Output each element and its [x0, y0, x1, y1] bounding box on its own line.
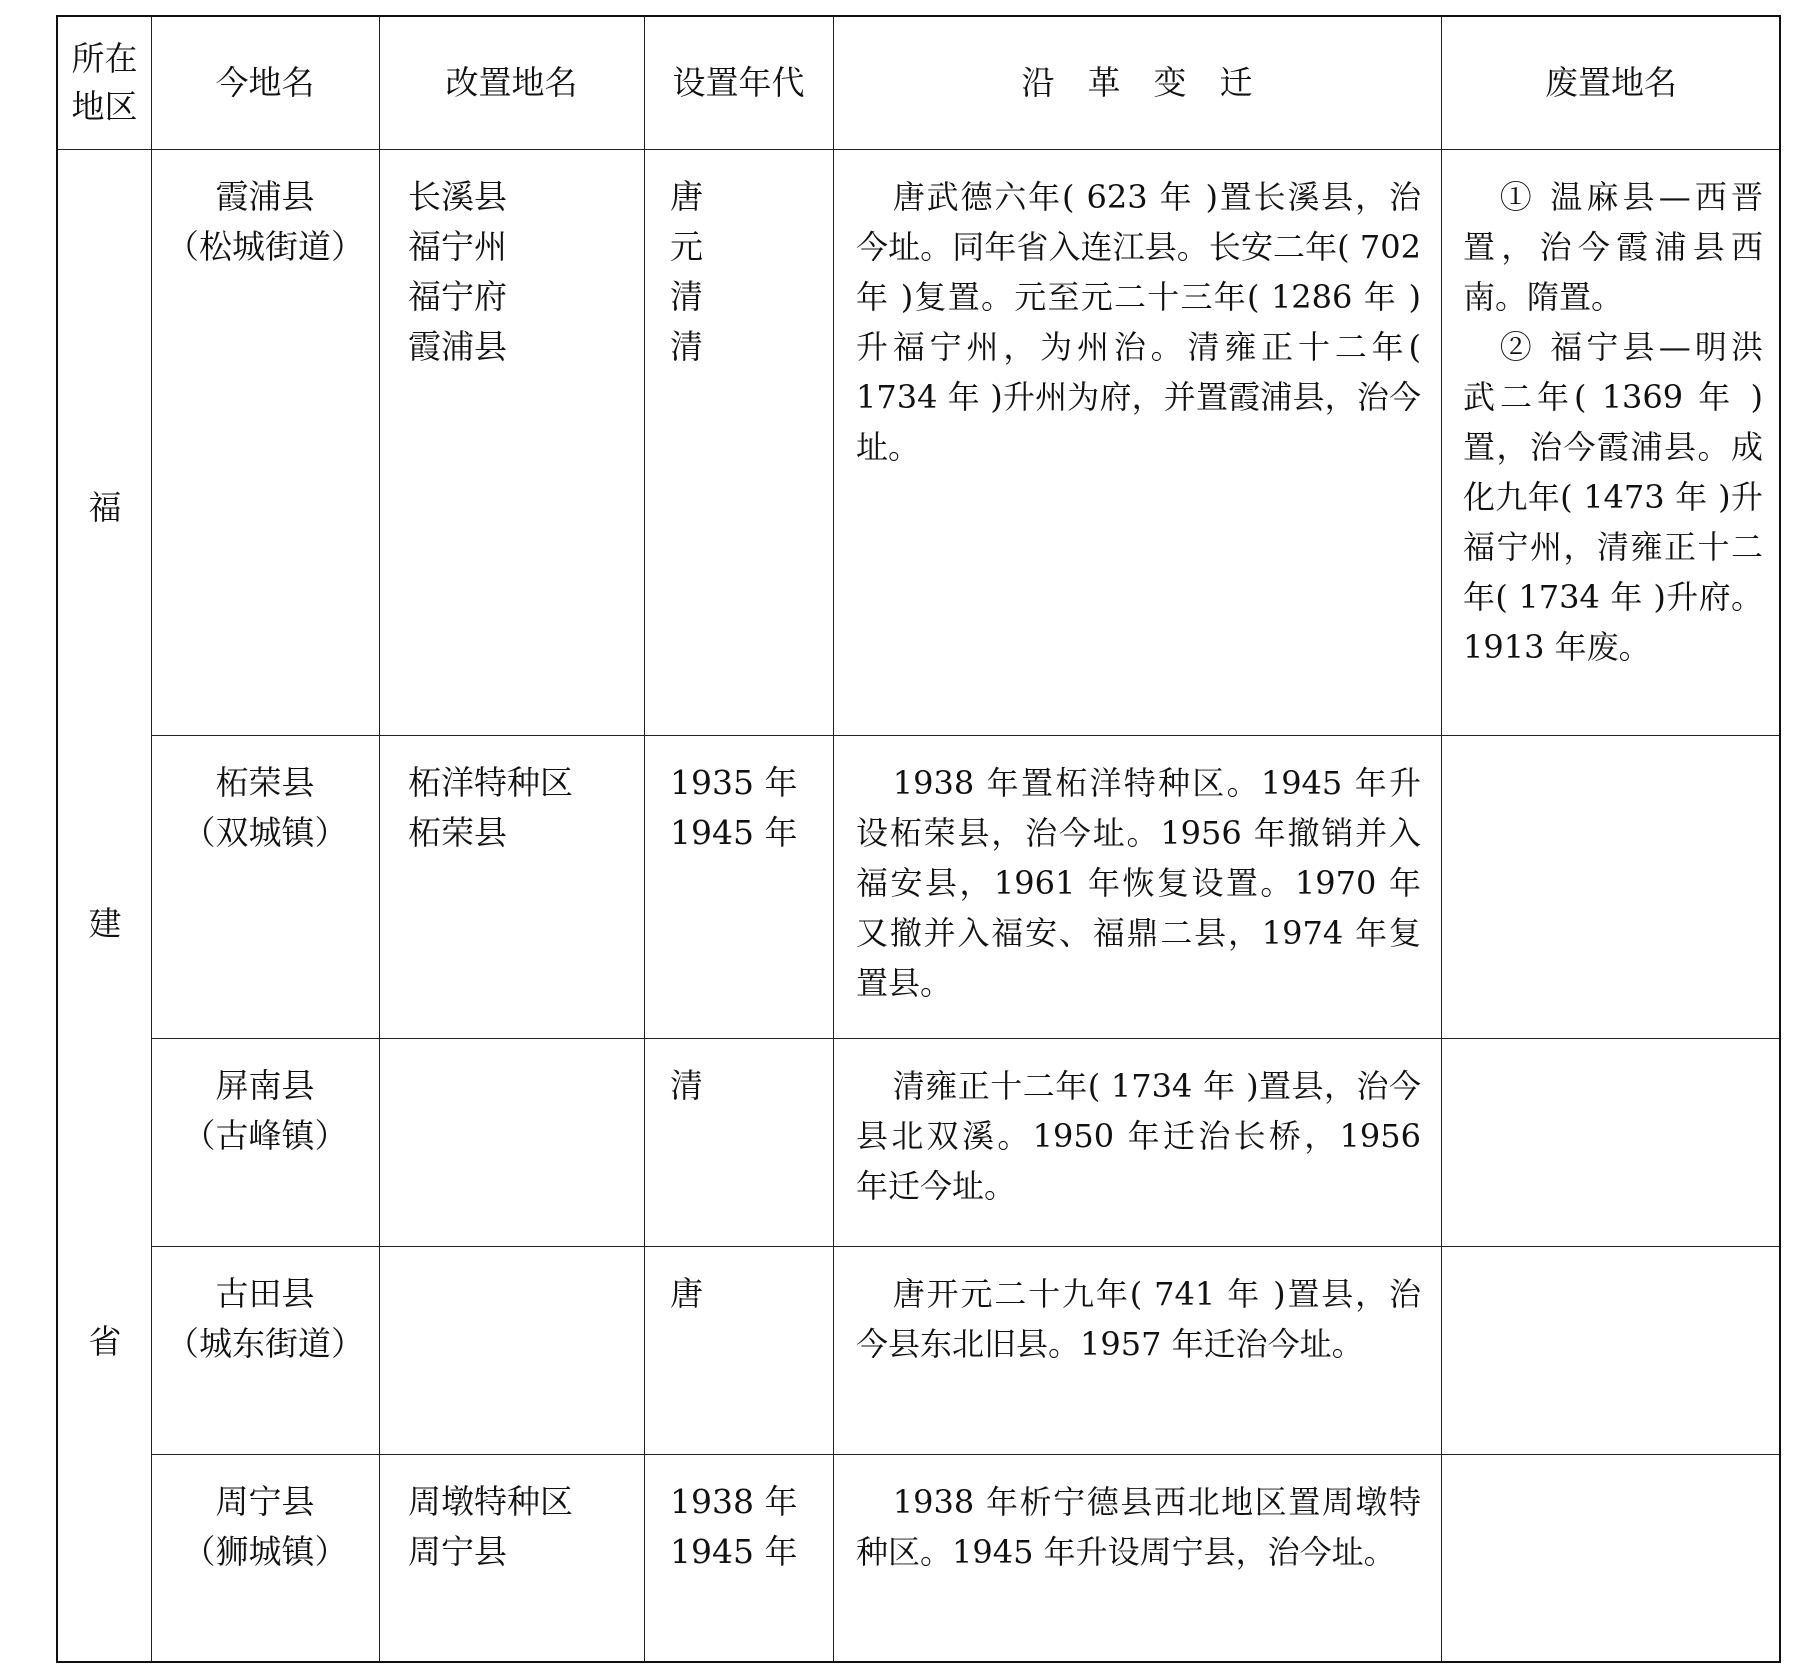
county-name: 古田县 — [215, 1274, 315, 1313]
header-current-name: 今地名 — [215, 63, 315, 102]
abolished-note: ① 温麻县—西晋置，治今霞浦县西南。隋置。 — [1463, 178, 1763, 316]
region-char: 建 — [88, 904, 122, 943]
county-name: 霞浦县 — [215, 177, 315, 216]
row-zhouning-history: 1938 年析宁德县西北地区置周墩特种区。1945 年升设周宁县，治今址。 — [856, 1483, 1421, 1571]
county-seat: （松城街道） — [166, 227, 364, 266]
reorganized-name: 周墩特种区 — [408, 1482, 573, 1521]
row-zherong-reorganized — [408, 758, 633, 858]
header-history: 沿 革 变 迁 — [1021, 63, 1253, 102]
column-divider — [833, 17, 834, 1661]
era: 唐 — [670, 177, 703, 216]
row-xiapu-eras — [670, 172, 830, 372]
region-char: 省 — [88, 1322, 122, 1361]
era: 1945 年 — [670, 1532, 798, 1571]
gazetteer-table — [56, 15, 1781, 1663]
row-pingnan-current-name — [151, 1061, 379, 1161]
row-divider — [151, 1454, 1779, 1455]
reorganized-name: 周宁县 — [408, 1532, 507, 1571]
row-divider — [151, 1246, 1779, 1247]
row-gutian-history: 唐开元二十九年( 741 年 )置县，治今县东北旧县。1957 年迁治今址。 — [856, 1275, 1421, 1363]
row-gutian-current-name — [151, 1269, 379, 1369]
era: 清 — [670, 327, 703, 366]
header-abolished-name: 废置地名 — [1545, 63, 1677, 102]
county-seat: （双城镇） — [182, 813, 348, 852]
header-divider — [58, 149, 1779, 150]
reorganized-name: 福宁州 — [408, 227, 507, 266]
row-zhouning-reorganized — [408, 1477, 633, 1577]
row-divider — [151, 1038, 1779, 1039]
row-zhouning-current-name — [151, 1477, 379, 1577]
county-seat: （狮城镇） — [182, 1532, 348, 1571]
era: 1945 年 — [670, 813, 798, 852]
county-name: 柘荣县 — [215, 763, 315, 802]
row-xiapu-current-name — [151, 172, 379, 272]
county-seat: （城东街道） — [166, 1324, 364, 1363]
header-reorganized-name: 改置地名 — [445, 63, 578, 102]
reorganized-name: 福宁府 — [408, 277, 507, 316]
era: 元 — [670, 227, 703, 266]
row-zherong-eras — [670, 758, 830, 858]
header-established-era: 设置年代 — [672, 63, 805, 102]
row-divider — [151, 735, 1779, 736]
row-pingnan-eras — [670, 1061, 830, 1111]
county-name: 屏南县 — [215, 1066, 315, 1105]
reorganized-name: 霞浦县 — [408, 327, 507, 366]
column-divider — [1441, 17, 1442, 1661]
row-zherong-history: 1938 年置柘洋特种区。1945 年升设柘荣县，治今址。1956 年撤销并入福安县，1961 年恢复设置。1970 年又撤并入福安、福鼎二县，1974 年复置县。 — [856, 764, 1421, 1002]
row-xiapu-reorganized — [408, 172, 633, 372]
era: 唐 — [670, 1274, 703, 1313]
era: 清 — [670, 1066, 703, 1105]
abolished-note: ② 福宁县—明洪武二年( 1369 年 )置，治今霞浦县。成化九年( 1473 年 )升福宁州，清雍正十二年( 1734 年 )升府。1913 年废。 — [1463, 328, 1763, 666]
county-seat: （古峰镇） — [182, 1116, 348, 1155]
county-name: 周宁县 — [215, 1482, 315, 1521]
row-xiapu-history: 唐武德六年( 623 年 )置长溪县，治今址。同年省入连江县。长安二年( 702 年 )复置。元至元二十三年( 1286 年 )升福宁州，为州治。清雍正十二年( 1734 年 )升州为府，并置霞浦县，治今址。 — [856, 178, 1421, 466]
row-zhouning-eras — [670, 1477, 830, 1577]
region-char: 福 — [88, 488, 122, 527]
row-zherong-current-name — [151, 758, 379, 858]
era: 1935 年 — [670, 763, 798, 802]
row-xiapu-abolished — [1463, 172, 1763, 672]
reorganized-name: 柘荣县 — [408, 813, 507, 852]
column-divider — [644, 17, 645, 1661]
row-gutian-eras — [670, 1269, 830, 1319]
reorganized-name: 柘洋特种区 — [408, 763, 573, 802]
column-divider — [379, 17, 380, 1661]
era: 清 — [670, 277, 703, 316]
header-region: 所在 地区 — [71, 39, 138, 126]
reorganized-name: 长溪县 — [408, 177, 507, 216]
era: 1938 年 — [670, 1482, 798, 1521]
row-pingnan-history: 清雍正十二年( 1734 年 )置县，治今县北双溪。1950 年迁治长桥，1956 年迁今址。 — [856, 1067, 1421, 1205]
